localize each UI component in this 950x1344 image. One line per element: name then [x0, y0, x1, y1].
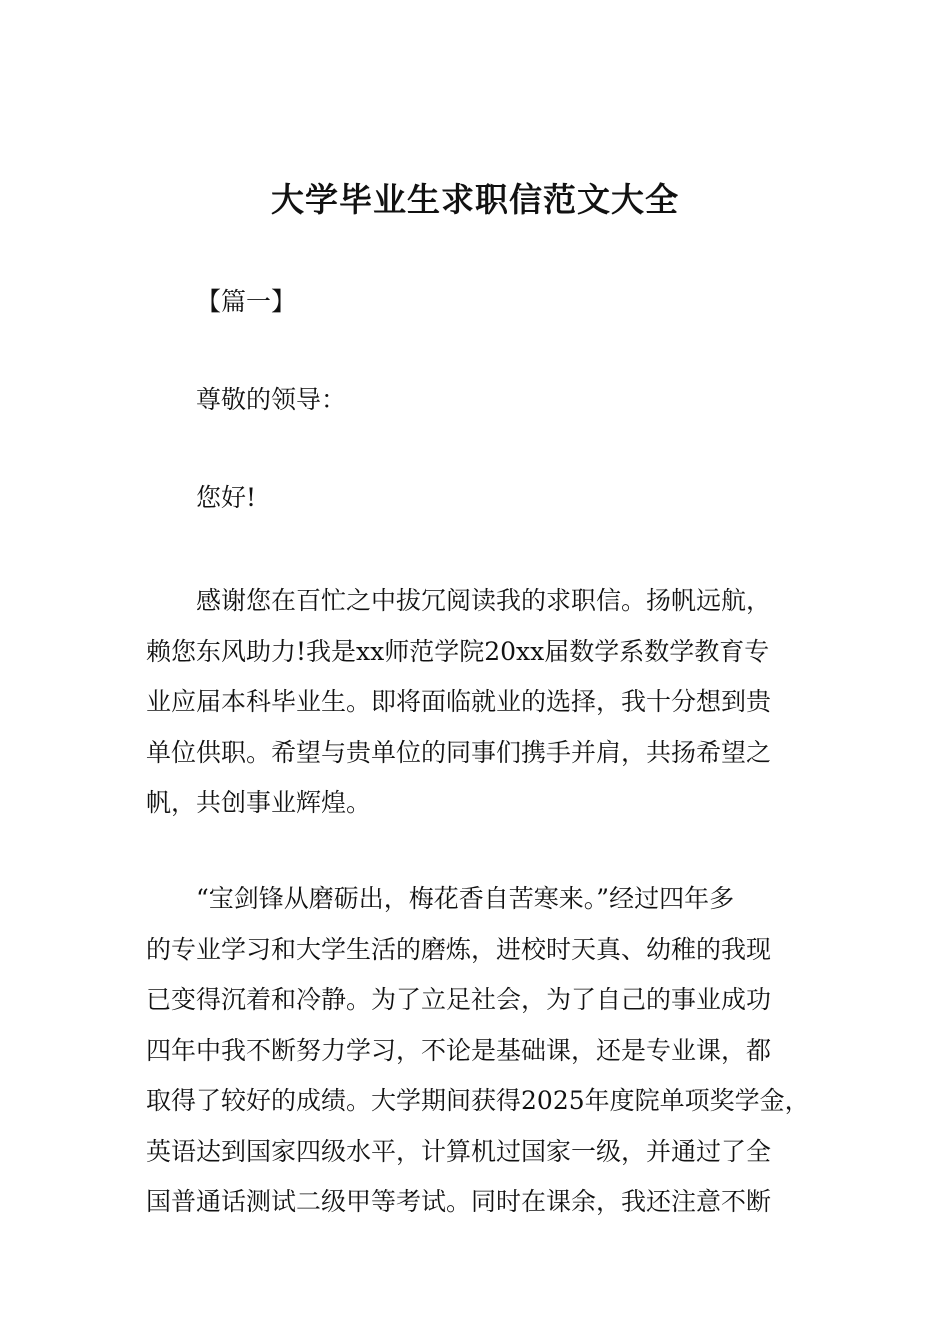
paragraph-line: 四年中我不断努力学习，不论是基础课，还是专业课，都 — [146, 1035, 772, 1065]
paragraph-line: 已变得沉着和冷静。为了立足社会，为了自己的事业成功 — [146, 985, 772, 1014]
paragraph-line: 国普通话测试二级甲等考试。同时在课余，我还注意不断 — [146, 1187, 772, 1216]
paragraph-2 — [146, 874, 826, 1228]
paragraph-line: 感谢您在百忙之中拔冗阅读我的求职信。扬帆远航， — [196, 586, 772, 615]
paragraph-line: 帆，共创事业辉煌。 — [146, 788, 372, 817]
paragraph-line: 单位供职。希望与贵单位的同事们携手并肩，共扬希望之 — [146, 737, 772, 767]
greeting: 您好! — [196, 483, 257, 512]
paragraph-line: 取得了较好的成绩。大学期间获得2025年度院单项奖学金， — [146, 1086, 810, 1115]
paragraph-line: 业应届本科毕业生。即将面临就业的选择，我十分想到贵 — [146, 687, 772, 716]
paragraph-line: 英语达到国家四级水平，计算机过国家一级，并通过了全 — [146, 1136, 772, 1166]
salutation: 尊敬的领导： — [196, 385, 347, 414]
section-label: 【篇一】 — [196, 287, 297, 316]
document-title: 大学毕业生求职信范文大全 — [271, 180, 679, 219]
paragraph-line: 的专业学习和大学生活的磨炼，进校时天真、幼稚的我现 — [146, 934, 772, 964]
paragraph-line: 赖您东风助力!我是xx师范学院20xx届数学系数学教育专 — [146, 636, 770, 666]
paragraph-1 — [146, 576, 826, 829]
paragraph-line: “宝剑锋从磨砺出，梅花香自苦寒来。”经过四年多 — [196, 884, 735, 913]
